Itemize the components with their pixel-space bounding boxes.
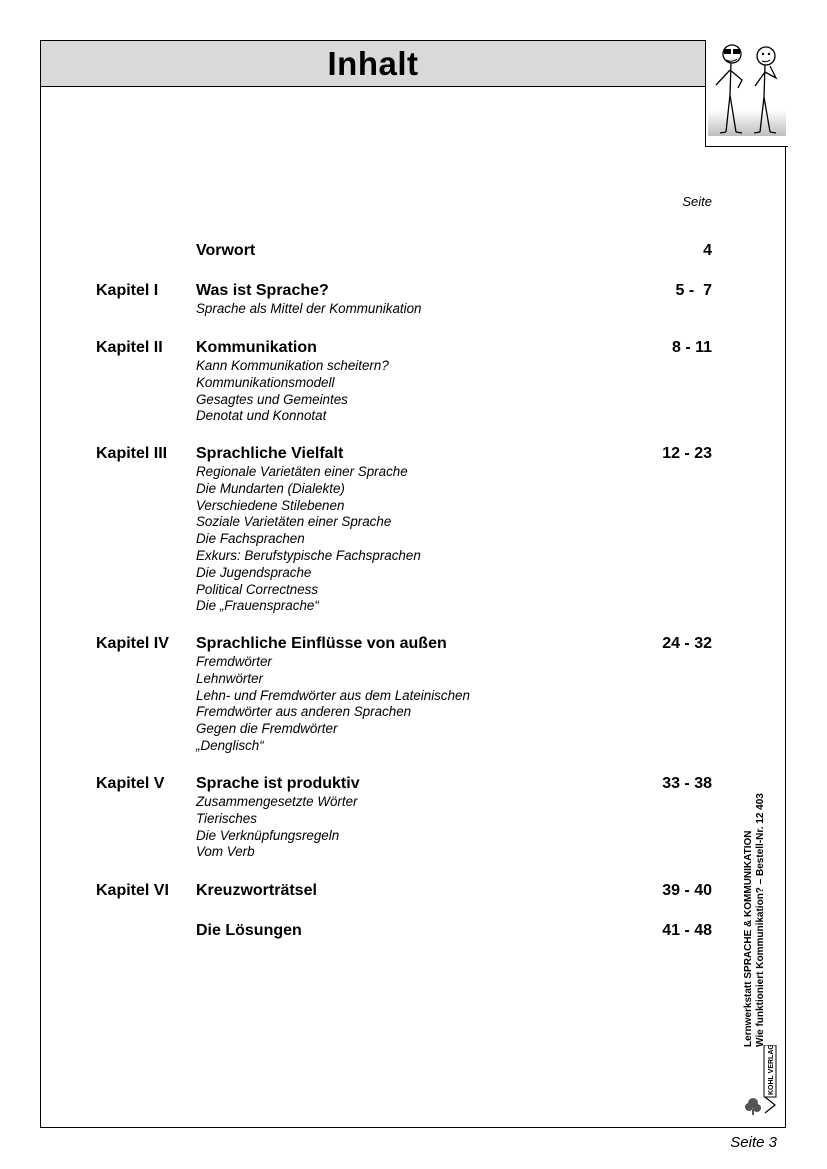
subtopic: Lehn- und Fremdwörter aus dem Lateinischen [196, 687, 470, 703]
subtopic-list [196, 654, 470, 755]
publisher-name: KOHL VERLAG [768, 1045, 775, 1095]
subtopic: Die Mundarten (Dialekte) [196, 480, 345, 496]
stick-figures-icon [706, 40, 788, 146]
chapter-label: Kapitel IV [96, 635, 169, 652]
subtopic: „Denglisch“ [196, 737, 264, 753]
subtopic: Fremdwörter aus anderen Sprachen [196, 704, 412, 720]
stick-figures-illustration [705, 40, 788, 147]
chapter-label: Kapitel II [96, 339, 163, 356]
subtopic-list [196, 794, 358, 861]
subtopic: Zusammengesetzte Wörter [196, 794, 358, 809]
subtopic-list [196, 301, 422, 318]
subtopic-list [196, 464, 421, 615]
subtopic: Soziale Varietäten einer Sprache [196, 514, 392, 530]
subtopic: Verschiedene Stilebenen [196, 497, 345, 513]
subtopic: Regionale Varietäten einer Sprache [196, 464, 408, 479]
publisher-imprint [743, 777, 783, 1117]
entry-pages: 12 - 23 [662, 445, 712, 462]
subtopic: Die Verknüpfungsregeln [196, 827, 340, 843]
entry-pages: 5 - 7 [675, 282, 712, 299]
entry-pages: 4 [703, 242, 712, 259]
page-column-header: Seite [682, 194, 712, 209]
page-frame [40, 40, 786, 1128]
subtopic: Gegen die Fremdwörter [196, 721, 338, 737]
imprint-line-2: Wie funktioniert Kommunikation? – Bestell-Nr. 12 403 [755, 793, 766, 1047]
entry-pages: 41 - 48 [662, 922, 712, 939]
publisher-logo [743, 1045, 783, 1117]
entry-title: Sprachliche Vielfalt [196, 445, 344, 462]
imprint-text [743, 777, 783, 1047]
subtopic: Kommunikationsmodell [196, 374, 335, 390]
entry-title: Was ist Sprache? [196, 282, 329, 299]
chapter-label: Kapitel III [96, 445, 168, 462]
subtopic: Die Fachsprachen [196, 531, 305, 547]
entry-title: Kommunikation [196, 339, 317, 356]
entry-title: Die Lösungen [196, 922, 302, 939]
subtopic-list [196, 358, 389, 425]
entry-title: Sprachliche Einflüsse von außen [196, 635, 447, 652]
entry-pages: 24 - 32 [662, 635, 712, 652]
chapter-label: Kapitel I [96, 282, 159, 299]
title-bar [41, 41, 705, 87]
subtopic: Exkurs: Berufstypische Fachsprachen [196, 547, 421, 563]
entry-pages: 33 - 38 [662, 775, 712, 792]
chapter-label: Kapitel V [96, 775, 165, 792]
subtopic: Fremdwörter [196, 654, 272, 669]
subtopic: Gesagtes und Gemeintes [196, 391, 348, 407]
entry-title: Vorwort [196, 242, 256, 259]
chapter-label: Kapitel VI [96, 882, 169, 899]
entry-pages: 8 - 11 [671, 339, 712, 356]
subtopic: Denotat und Konnotat [196, 408, 327, 424]
subtopic: Sprache als Mittel der Kommunikation [196, 301, 422, 316]
entry-title: Sprache ist produktiv [196, 775, 360, 792]
page-title: Inhalt [327, 44, 419, 82]
subtopic: Tierisches [196, 810, 257, 826]
entry-title: Kreuzworträtsel [196, 882, 317, 899]
subtopic: Kann Kommunikation scheitern? [196, 358, 389, 373]
subtopic: Political Correctness [196, 581, 319, 597]
subtopic: Vom Verb [196, 844, 255, 860]
subtopic: Die Jugendsprache [196, 564, 312, 580]
subtopic: Die „Frauensprache“ [196, 598, 319, 614]
imprint-line-1: Lernwerkstatt SPRACHE & KOMMUNIKATION [743, 830, 754, 1047]
entry-pages: 39 - 40 [662, 882, 712, 899]
tree-logo-icon [743, 1045, 783, 1117]
subtopic: Lehnwörter [196, 670, 263, 686]
page-number: Seite 3 [730, 1134, 777, 1151]
